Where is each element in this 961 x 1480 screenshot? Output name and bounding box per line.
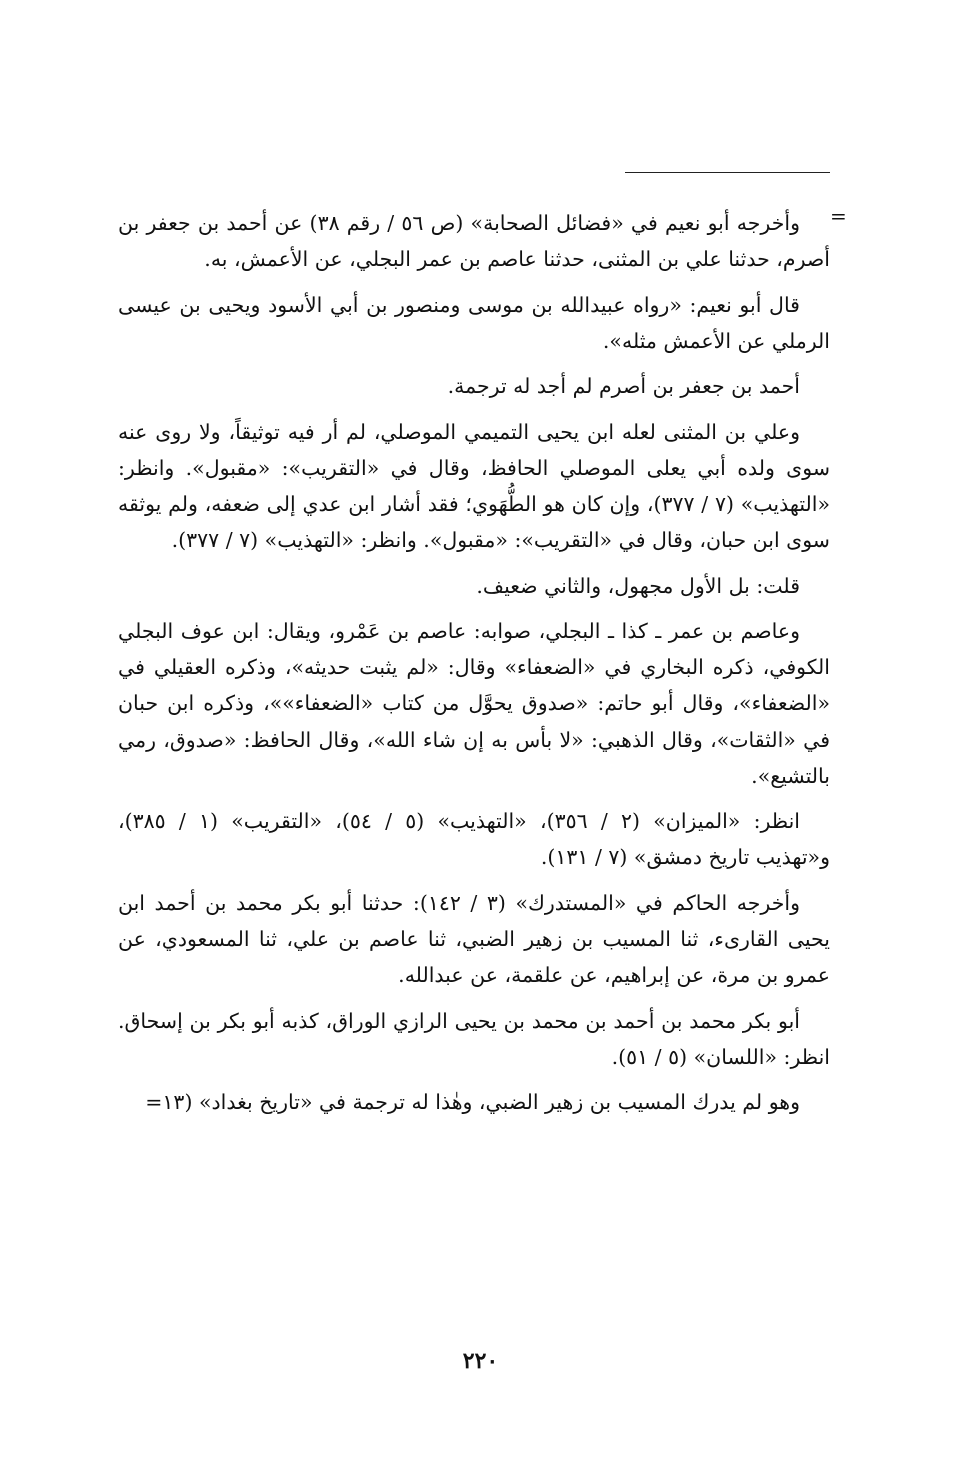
footnote-paragraph: قال أبو نعيم: «رواه عبيدالله بن موسى ومنصور بن أبي الأسود ويحيى بن عيسى الرملي عن الأعمش مثله».: [118, 292, 830, 353]
footnotes-body: [118, 205, 830, 1130]
footnote-paragraph: أبو بكر محمد بن أحمد بن محمد بن يحيى الرازي الوراق، كذبه أبو بكر بن إسحاق. انظر: «اللسان» (٥ / ٥١).: [118, 1008, 830, 1069]
footnote-paragraph: وأخرجه أبو نعيم في «فضائل الصحابة» (ص ٥٦ / رقم ٣٨) عن أحمد بن جعفر بن أصرم، حدثنا علي بن المثنى، حدثنا عاصم بن عمر البجلي، عن الأعمش، به.: [118, 211, 830, 272]
footnote-paragraph: وهو لم يدرك المسيب بن زهير الضبي، وهٰذا له ترجمة في «تاريخ بغداد» (١٣=: [145, 1090, 800, 1115]
footnote-separator-rule: [625, 172, 830, 173]
footnote-paragraph: أحمد بن جعفر بن أصرم لم أجد له ترجمة.: [447, 374, 800, 399]
footnote-paragraph: قلت: بل الأول مجهول، والثاني ضعيف.: [476, 573, 800, 598]
footnote-paragraph: انظر: «الميزان» (٢ / ٣٥٦)، «التهذيب» (٥ / ٥٤)، «التقريب» (١ / ٣٨٥)، و«تهذيب تاريخ دمشق» (٧ / ١٣١).: [118, 809, 830, 870]
footnote-paragraph: وعلي بن المثنى لعله ابن يحيى التميمي الموصلي، لم أر فيه توثيقاً، ولا روى عنه سوى ولده أبي يعلى الموصلي الحافظ، وقال في «التقريب»: «مقبول». وانظر: «التهذيب» (٧ / ٣٧٧)، وإن كان هو الطُّهَوي؛ فقد أشار ابن عدي إلى ضعفه، ولم يوثقه سوى ابن حبان، وقال في «التقريب»: «مقبول». وانظر: «التهذيب» (٧ / ٣٧٧).: [118, 419, 830, 553]
footnote-paragraph: وعاصم بن عمر ـ كذا ـ البجلي، صوابه: عاصم بن عَمْرو، ويقال: ابن عوف البجلي الكوفي، ذكره البخاري في «الضعفاء» وقال: «لم يثبت حديثه»، وذكره العقيلي في «الضعفاء»، وقال أبو حاتم: «صدوق يحوَّل من كتاب «الضعفاء»»، وذكره ابن حبان في «الثقات»، وقال الذهبي: «لا بأس به إن شاء الله»، وقال الحافظ: «صدوق، رمي بالتشيع».: [118, 618, 830, 788]
footnote-paragraph: وأخرجه الحاكم في «المستدرك» (٣ / ١٤٢): حدثنا أبو بكر محمد بن أحمد ابن يحيى القارىء، ثنا المسيب بن زهير الضبي، ثنا عاصم بن علي، ثنا المسعودي، عن عمرو بن مرة، عن إبراهيم، عن علقمة، عن عبدالله.: [118, 890, 830, 988]
footnote-continuation-mark: =: [830, 204, 847, 228]
page-number: ٢٢٠: [462, 1348, 499, 1374]
